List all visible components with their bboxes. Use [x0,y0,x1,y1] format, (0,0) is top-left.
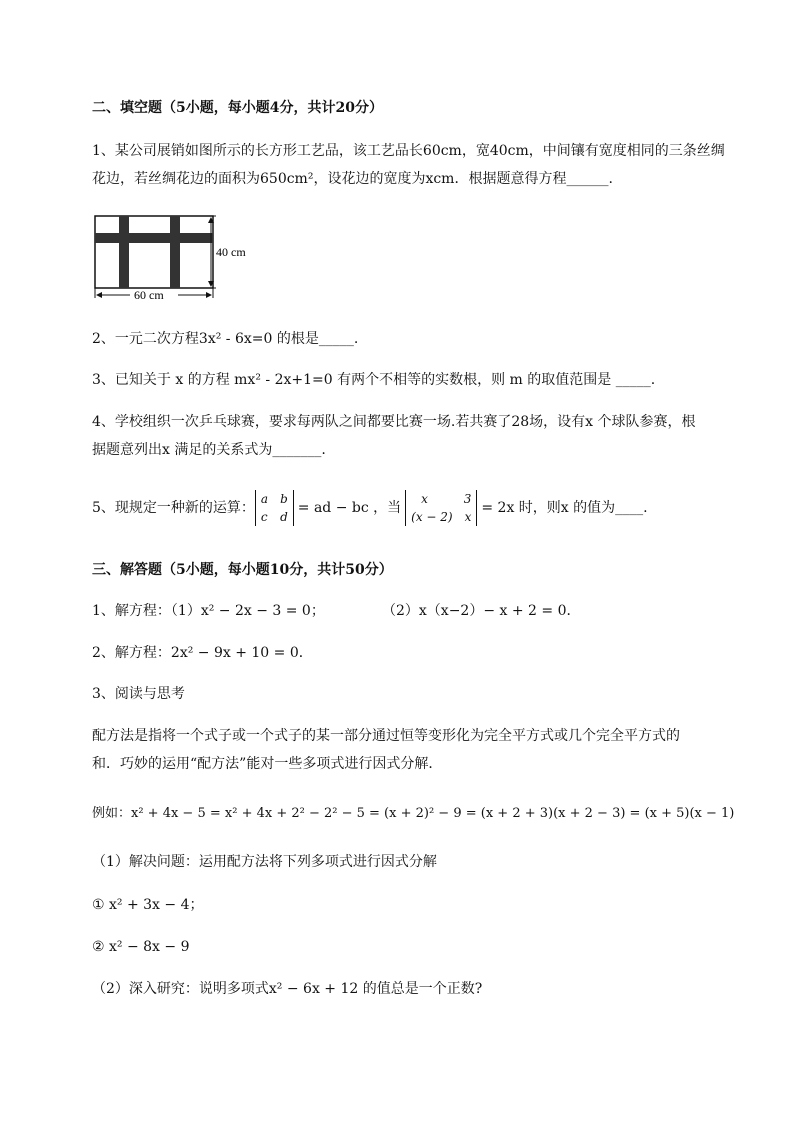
det2-3: 3 [463,492,472,506]
width-label: 60 cm [134,288,164,302]
det2-x: x [421,492,428,506]
determinant-eq [405,490,477,526]
item2: ② x² − 8x − 9 [92,939,190,955]
s3-q1a: 1、解方程：（1）x² − 2x − 3 = 0； [92,603,325,619]
determinant-def [255,490,294,526]
vertical-strip-left [119,216,129,288]
para-line2: 和．巧妙的运用“配方法”能对一些多项式进行因式分解． [92,756,443,772]
item1: ① x² + 3x − 4； [92,897,204,913]
rectangle-diagram [90,212,260,304]
craft-figure [90,212,260,308]
det-a: a [260,492,269,506]
q3: 3、已知关于 x 的方程 mx² - 2x+1=0 有两个不相等的实数根，则 m 的取值范围是 _____. [92,372,656,388]
section2-title: 二、填空题（5小题，每小题4分，共计20分） [92,100,383,116]
vertical-strip-right [170,216,180,288]
q5-prefix: 5、现规定一种新的运算： [92,500,255,516]
para-line1: 配方法是指将一个式子或一个式子的某一部分通过恒等变形化为完全平方式或几个完全平方式的 [92,728,680,744]
outer-rectangle [95,216,213,288]
q4-line2: 据题意列出x 满足的关系式为_______. [92,442,326,458]
q1-line1: 1、某公司展销如图所示的长方形工艺品，该工艺品长60cm，宽40cm，中间镶有宽度相同的三条丝绸 [92,143,725,159]
s3-q3-title: 3、阅读与思考 [92,686,185,702]
part2: （2）深入研究：说明多项式x² − 6x + 12 的值总是一个正数? [92,981,483,997]
det2-x2: x [464,510,472,524]
det2-xm2: (x − 2) [411,510,453,524]
s3-q1b: （2）x（x−2）− x + 2 = 0． [382,603,581,619]
s3-q2: 2、解方程：2x² − 9x + 10 = 0． [92,645,313,661]
q2: 2、一元二次方程3x² - 6x=0 的根是_____. [92,331,359,347]
part1: （1）解决问题：运用配方法将下列多项式进行因式分解 [92,854,437,870]
q4-line1: 4、学校组织一次乒乓球赛，要求每两队之间都要比赛一场.若共赛了28场，设有x 个球队参赛，根 [92,414,696,430]
height-label: 40 cm [216,245,246,259]
det-c: c [260,510,268,524]
section3-title: 三、解答题（5小题，每小题10分，共计50分） [92,562,393,578]
q1-line2: 花边，若丝绸花边的面积为650cm²，设花边的宽度为xcm．根据题意得方程______. [92,171,613,187]
horizontal-strip [95,233,213,243]
example: 例如：x² + 4x − 5 = x² + 4x + 2² − 2² − 5 = (x + 2)² − 9 = (x + 2 + 3)(x + 2 − 3) = (x + 5)(x − 1) [92,806,735,821]
q5-mid: = ad − bc ，当 [297,500,402,516]
q5-suffix: = 2x 时，则x 的值为____. [481,500,648,516]
q5 [92,488,648,528]
det-b: b [280,492,288,506]
det-d: d [280,510,288,524]
